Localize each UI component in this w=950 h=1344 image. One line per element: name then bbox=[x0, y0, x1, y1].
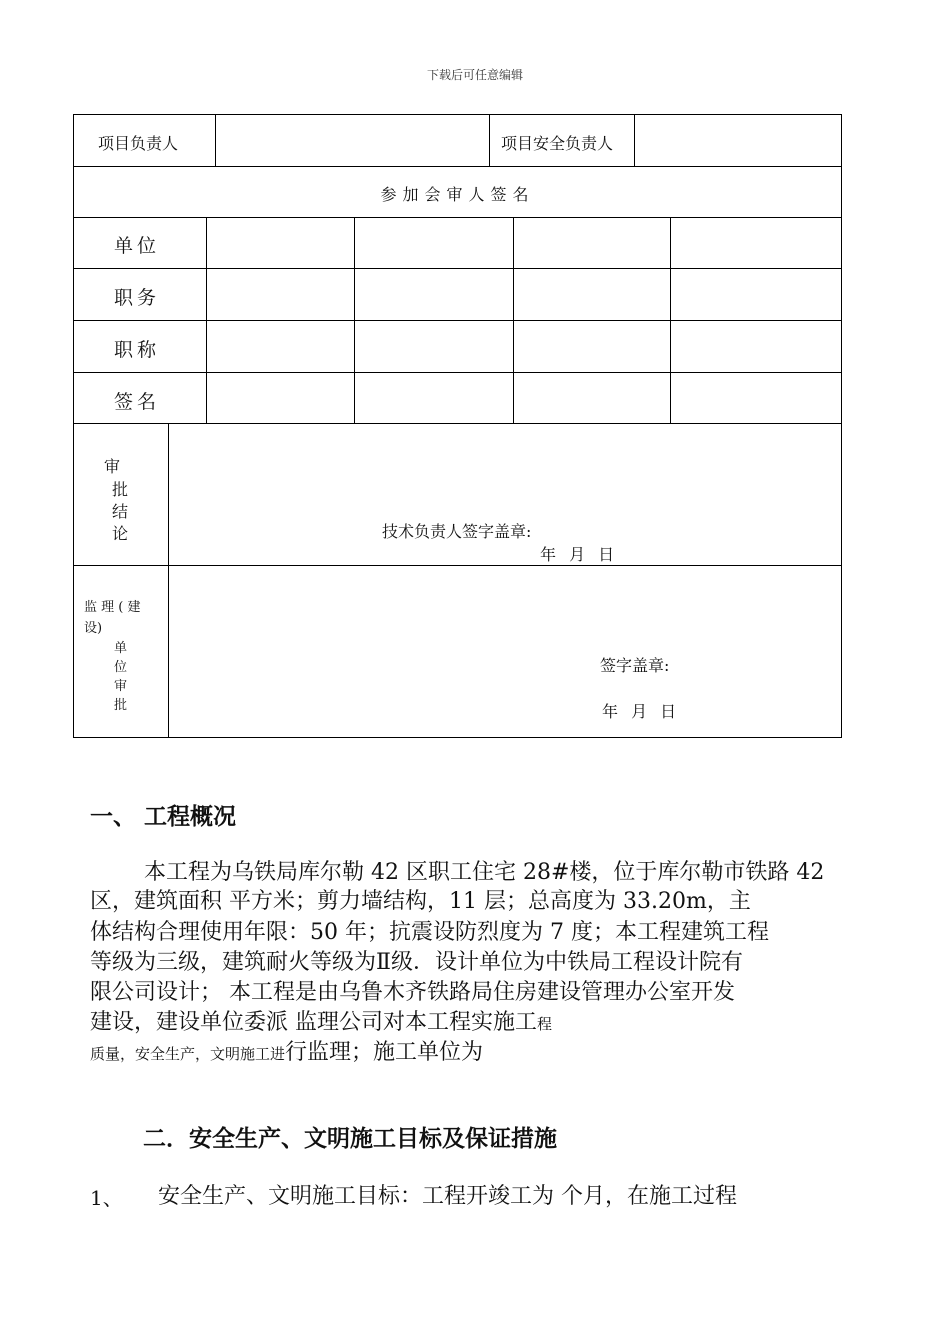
row-label-unit: 单位 bbox=[114, 235, 161, 257]
table-rule bbox=[489, 115, 490, 166]
table-rule bbox=[74, 217, 841, 218]
section1-line-7-small: 质量，安全生产，文明施工进 bbox=[90, 1045, 286, 1063]
tech-sign-label: 技术负责人签字盖章: bbox=[382, 522, 532, 541]
approval-label-2: 批 bbox=[112, 480, 129, 499]
row-label-signature: 签名 bbox=[114, 391, 161, 413]
row-label-position: 职务 bbox=[114, 287, 161, 309]
section1-line-6 bbox=[90, 1005, 860, 1036]
section2-heading: 二．安全生产、文明施工目标及保证措施 bbox=[143, 1126, 557, 1152]
table-rule bbox=[168, 423, 169, 737]
supervision-label-6: 批 bbox=[114, 698, 128, 713]
review-table bbox=[73, 114, 842, 738]
section1-line-6-tail: 程 bbox=[537, 1015, 553, 1033]
supervision-label-3: 单 bbox=[114, 641, 128, 656]
section1-line-4: 等级为三级，建筑耐火等级为Ⅱ级．设计单位为中铁局工程设计院有 bbox=[90, 950, 743, 975]
supervision-label-5: 审 bbox=[114, 679, 128, 694]
table-rule bbox=[74, 565, 841, 566]
table-rule bbox=[74, 423, 841, 424]
approval-label-1: 审 bbox=[104, 457, 121, 476]
section1-line-6-main: 建设，建设单位委派 监理公司对本工程实施工 bbox=[90, 1010, 537, 1035]
supervision-sign-label: 签字盖章: bbox=[600, 656, 670, 675]
section2-item1-number: 1、 bbox=[90, 1186, 123, 1210]
table-rule bbox=[74, 268, 841, 269]
table-rule bbox=[670, 217, 671, 423]
supervision-date: 年 月 日 bbox=[602, 702, 681, 721]
section1-line-1: 本工程为乌铁局库尔勒 42 区职工住宅 28#楼，位于库尔勒市铁路 42 bbox=[144, 860, 825, 885]
approval-date: 年 月 日 bbox=[540, 545, 619, 564]
table-rule bbox=[74, 166, 841, 167]
table-rule bbox=[74, 372, 841, 373]
table-rule bbox=[634, 115, 635, 166]
supervision-label-4: 位 bbox=[114, 660, 128, 675]
table-rule bbox=[215, 115, 216, 166]
supervision-label-2: 设) bbox=[84, 621, 103, 636]
approval-label-3: 结 bbox=[112, 502, 129, 521]
section1-line-3: 体结构合理使用年限：50 年；抗震设防烈度为 7 度；本工程建筑工程 bbox=[90, 920, 769, 945]
approval-label-4: 论 bbox=[112, 524, 129, 543]
header-note: 下载后可任意编辑 bbox=[426, 68, 523, 82]
section1-line-7-rest: 行监理；施工单位为 bbox=[285, 1040, 484, 1065]
section2-item1-text: 安全生产、文明施工目标：工程开竣工为 个月，在施工过程 bbox=[158, 1184, 737, 1209]
reviewers-heading: 参加会审人签名 bbox=[380, 185, 535, 204]
section1-line-7 bbox=[90, 1035, 860, 1066]
supervision-label-1: 监 理 ( 建 bbox=[84, 600, 141, 615]
section1-heading: 一、 工程概况 bbox=[90, 804, 237, 830]
table-rule bbox=[74, 320, 841, 321]
table-rule bbox=[354, 217, 355, 423]
row-label-title: 职称 bbox=[114, 339, 161, 361]
section1-line-2: 区，建筑面积 平方米；剪力墙结构，11 层；总高度为 33.20m，主 bbox=[90, 889, 751, 914]
safety-leader-label: 项目安全负责人 bbox=[501, 134, 614, 153]
table-rule bbox=[513, 217, 514, 423]
table-rule bbox=[206, 217, 207, 423]
section1-line-5: 限公司设计； 本工程是由乌鲁木齐铁路局住房建设管理办公室开发 bbox=[90, 980, 735, 1005]
project-leader-label: 项目负责人 bbox=[98, 134, 179, 153]
